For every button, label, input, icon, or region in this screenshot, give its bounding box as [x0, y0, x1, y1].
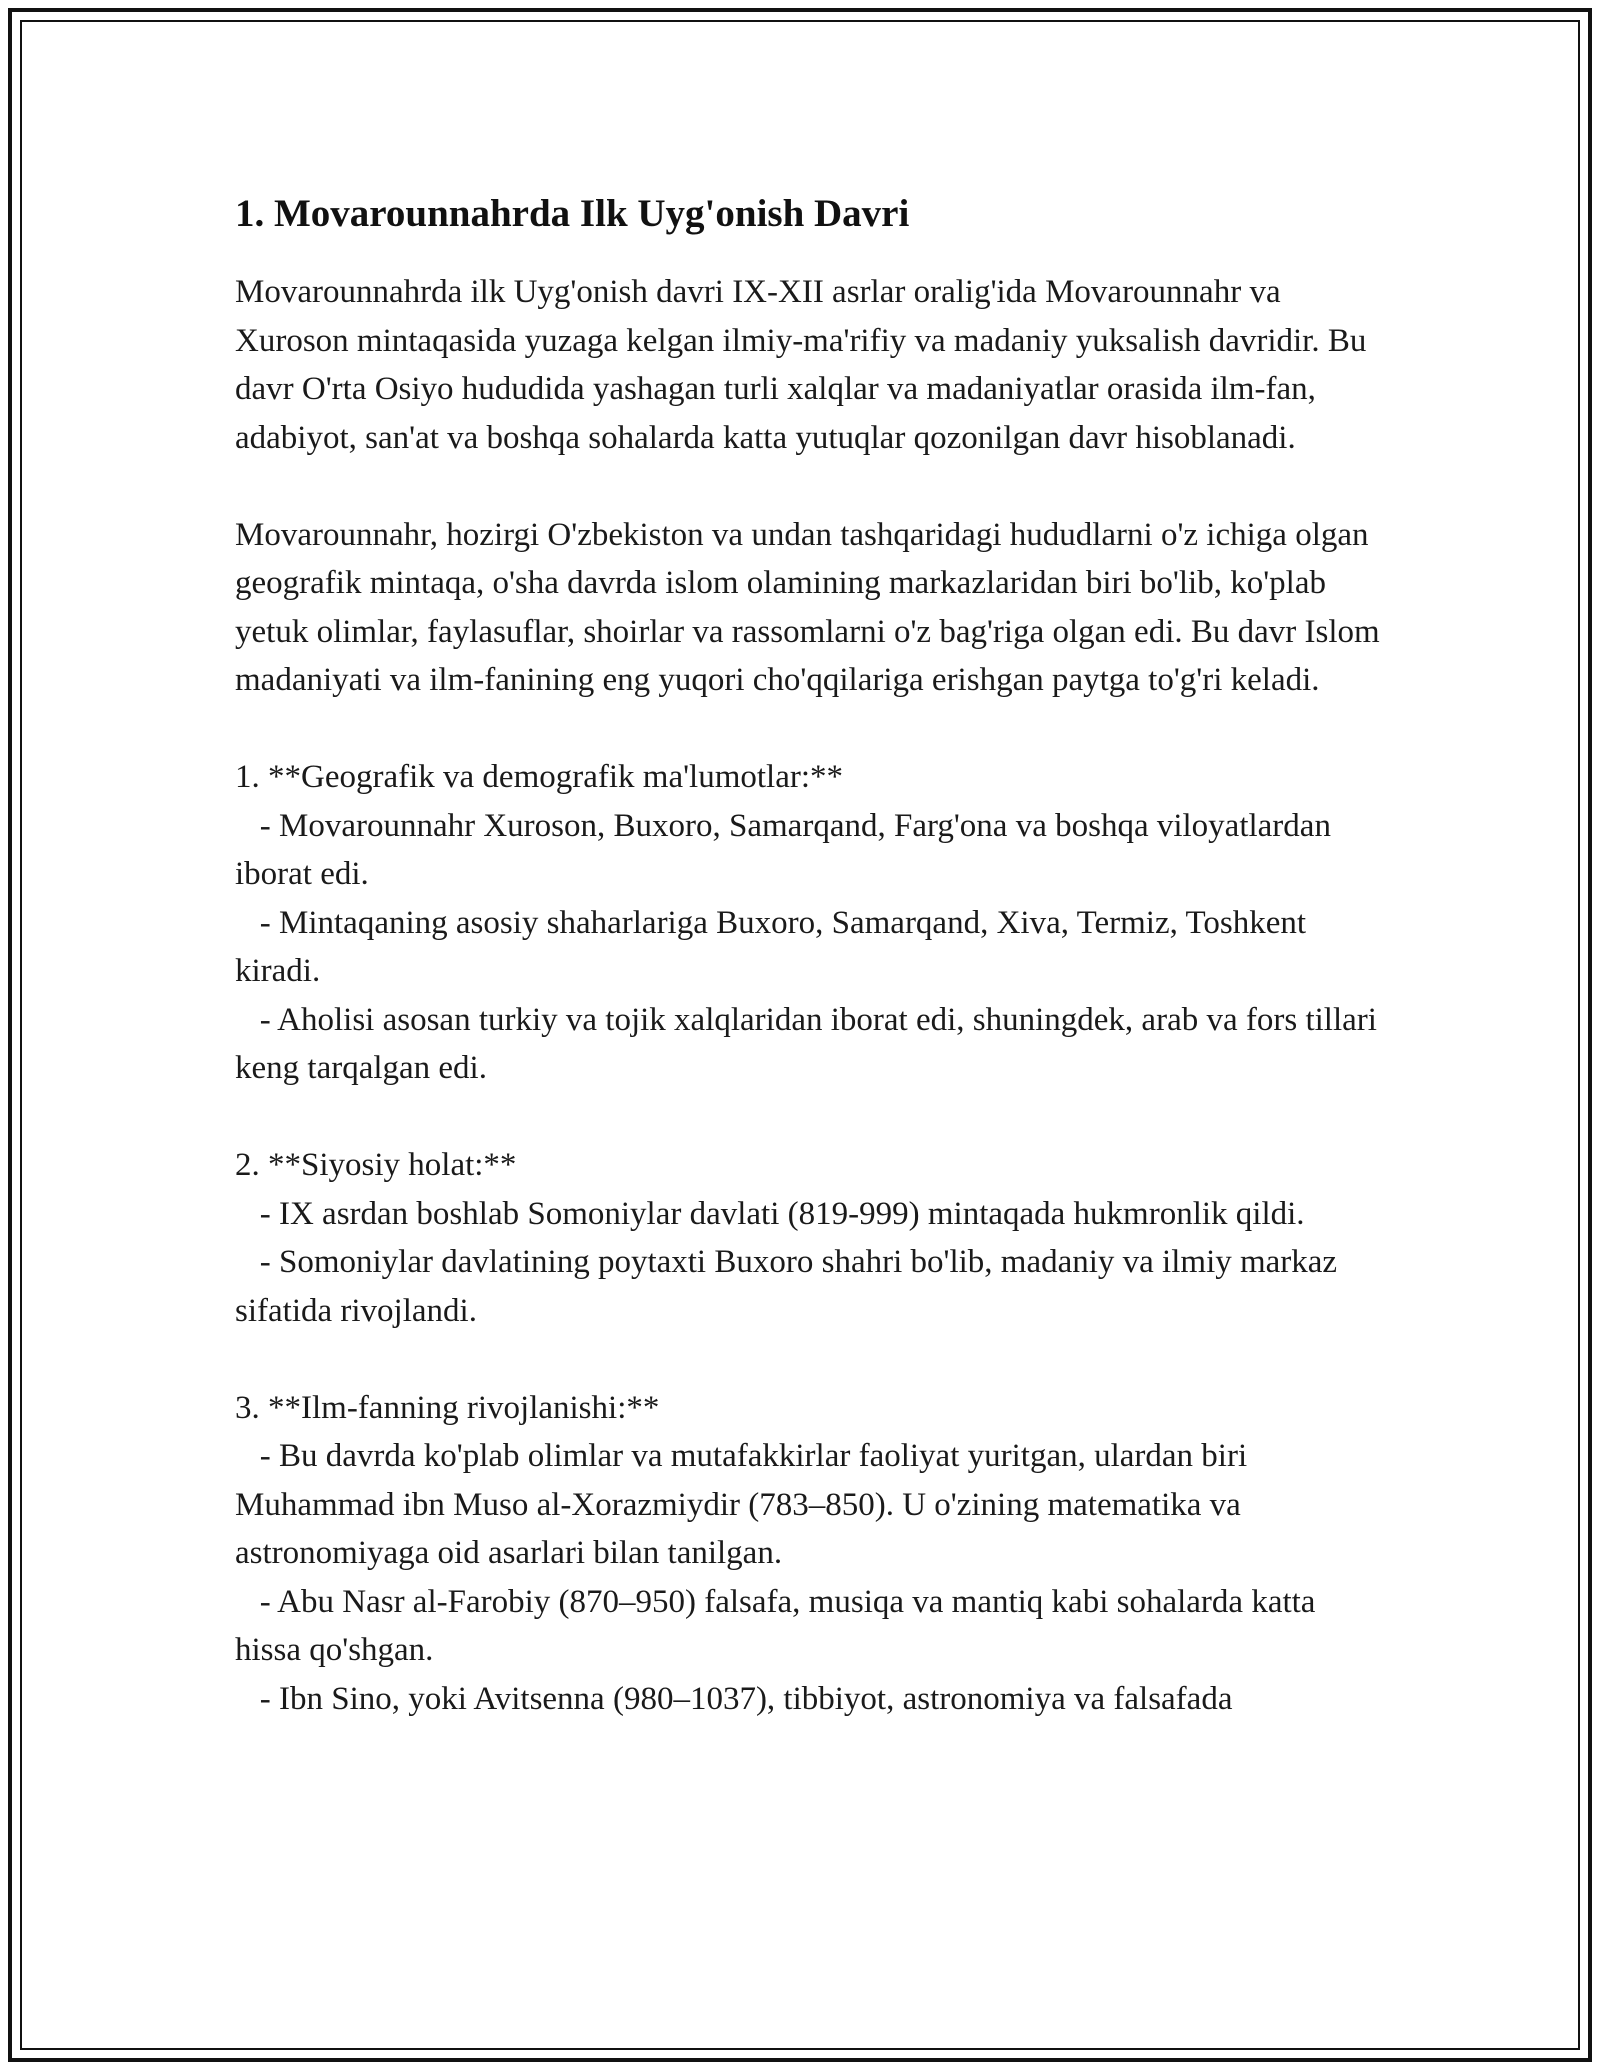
document-body [235, 188, 1388, 1723]
list-item: - Movarounnahr Xuroson, Buxoro, Samarqand, Farg'ona va boshqa viloyatlardan iborat edi. [235, 807, 1340, 892]
list-item: - Mintaqaning asosiy shaharlariga Buxoro, Samarqand, Xiva, Termiz, Toshkent kiradi. [235, 904, 1315, 989]
section-geografik [235, 753, 1385, 1093]
list-item: - Somoniylar davlatining poytaxti Buxoro shahri bo'lib, madaniy va ilmiy markaz sifatida rivojlandi. [235, 1244, 1346, 1329]
paragraph-geography: Movarounnahr, hozirgi O'zbekiston va undan tashqaridagi hududlarni o'z ichiga olgan geografik mintaqa, o'sha davrda islom olamining markazlaridan biri bo'lib, ko'plab yetuk olimlar, faylasuflar, shoirlar va rassomlarni o'z bag'riga olgan edi. Bu davr Islom madaniyati va ilm-fanining eng yuqori cho'qqilariga erishgan paytga to'g'ri keladi. [235, 516, 1388, 698]
list-item: - Aholisi asosan turkiy va tojik xalqlaridan iborat edi, shuningdek, arab va fors tillari keng tarqalgan edi. [235, 1001, 1386, 1086]
paragraph-intro: Movarounnahrda ilk Uyg'onish davri IX-XII asrlar oralig'ida Movarounnahr va Xuroson mintaqasida yuzaga kelgan ilmiy-ma'rifiy va madaniy yuksalish davridir. Bu davr O'rta Osiyo hududida yashagan turli xalqlar va madaniyatlar orasida ilm-fan, adabiyot, san'at va boshqa sohalarda katta yutuqlar qozonilgan davr hisoblanadi. [235, 274, 1375, 456]
section-ilm-fan [235, 1384, 1385, 1724]
section-siyosiy [235, 1141, 1385, 1335]
list-item: - Ibn Sino, yoki Avitsenna (980–1037), tibbiyot, astronomiya va falsafada [235, 1680, 1233, 1717]
list-item: - Abu Nasr al-Farobiy (870–950) falsafa, musiqa va mantiq kabi sohalarda katta hissa qo'shgan. [235, 1583, 1324, 1668]
document-title: 1. Movarounnahrda Ilk Uyg'onish Davri [235, 192, 910, 235]
section-heading: 1. **Geografik va demografik ma'lumotlar:** [235, 759, 844, 795]
list-item: - Bu davrda ko'plab olimlar va mutafakkirlar faoliyat yuritgan, ulardan biri Muhammad ibn Muso al-Xorazmiydir (783–850). U o'zining matematika va astronomiyaga oid asarlari bilan tanilgan. [235, 1438, 1256, 1571]
section-heading: 2. **Siyosiy holat:** [235, 1147, 517, 1183]
section-heading: 3. **Ilm-fanning rivojlanishi:** [235, 1389, 660, 1426]
list-item: - IX asrdan boshlab Somoniylar davlati (819-999) mintaqada hukmronlik qildi. [235, 1195, 1305, 1232]
